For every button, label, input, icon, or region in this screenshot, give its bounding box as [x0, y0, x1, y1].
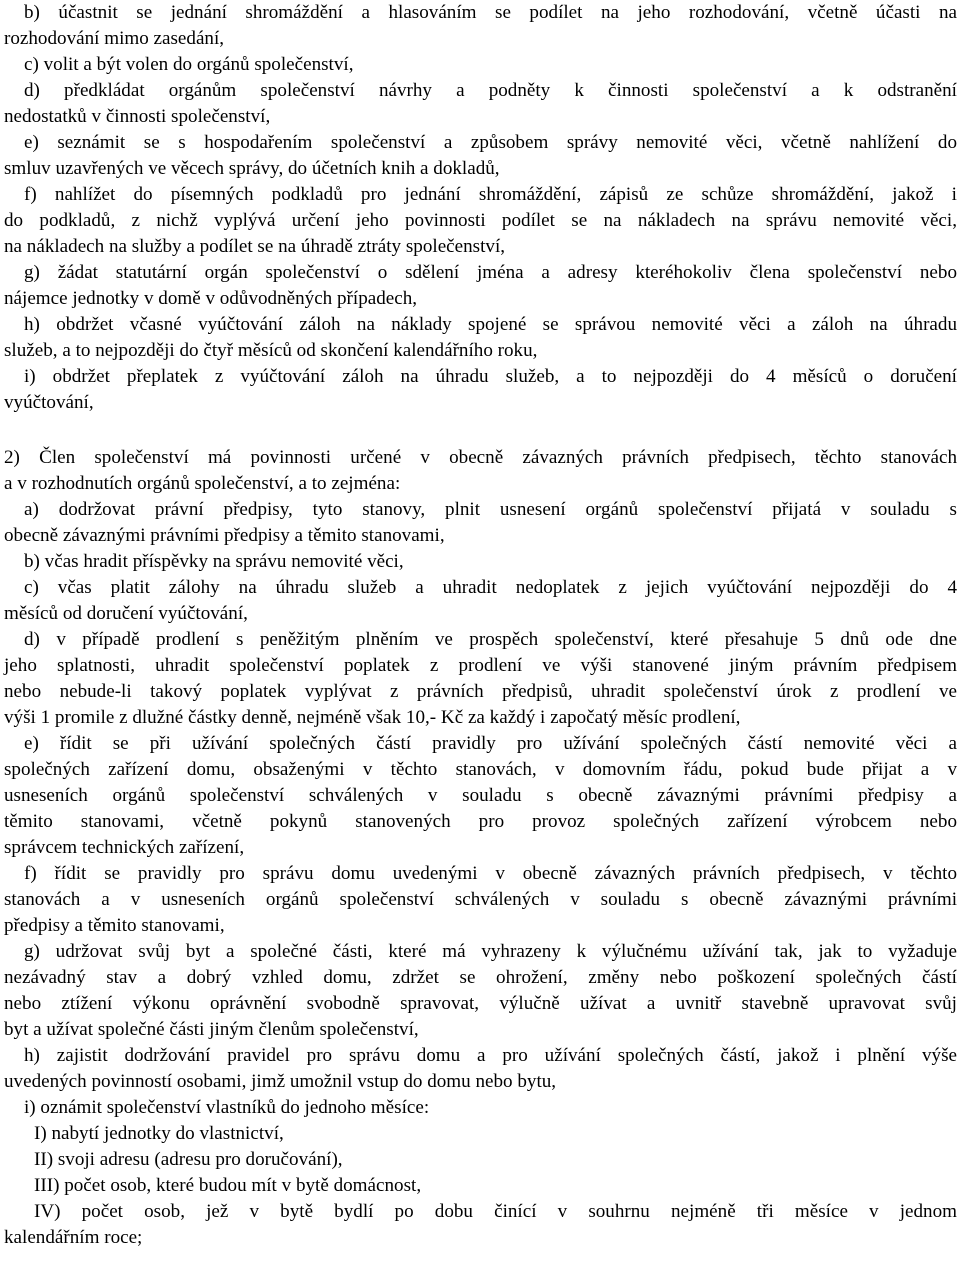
- text-line: nebo ztížení výkonu oprávnění svobodně spravovat, výlučně užívat a uvnitř stavebně upravovat svůj: [4, 993, 957, 1014]
- text-line: e) seznámit se s hospodařením společenství a způsobem správy nemovité věci, včetně nahlížení do: [24, 132, 957, 153]
- text-line: výši 1 promile z dlužné částky denně, nejméně však 10,- Kč za každý i započatý měsíc prodlení,: [4, 707, 741, 728]
- text-line: vyúčtování,: [4, 392, 94, 413]
- text-line: nájemce jednotky v domě v odůvodněných případech,: [4, 288, 418, 309]
- list-item: III) počet osob, které budou mít v bytě domácnost,: [34, 1175, 422, 1196]
- text-line: stanovách a v usneseních orgánů společenství schválených v souladu s obecně závaznými právními: [4, 889, 957, 910]
- text-line: h) zajistit dodržování pravidel pro správu domu a pro užívání společných částí, jakož i plnění výše: [24, 1045, 957, 1066]
- text-line: f) nahlížet do písemných podkladů pro jednání shromáždění, zápisů ze schůze shromáždění, jakož i: [24, 184, 957, 205]
- text-line: f) řídit se pravidly pro správu domu uvedenými v obecně závazných právních předpisech, v těchto: [24, 863, 957, 884]
- text-line: i) oznámit společenství vlastníků do jednoho měsíce:: [24, 1097, 430, 1118]
- text-line: a) dodržovat právní předpisy, tyto stanovy, plnit usnesení orgánů společenství přijatá v souladu s: [24, 499, 957, 520]
- text-line: rozhodování mimo zasedání,: [4, 28, 225, 49]
- section-heading-line: 2) Člen společenství má povinnosti určené v obecně závazných právních předpisech, těchto stanovách: [4, 447, 957, 468]
- list-item: II) svoji adresu (adresu pro doručování),: [34, 1149, 343, 1170]
- text-line: služeb, a to nejpozději do čtyř měsíců od skončení kalendářního roku,: [4, 340, 538, 361]
- text-line: správcem technických zařízení,: [4, 837, 245, 858]
- text-line: předpisy a těmito stanovami,: [4, 915, 225, 936]
- text-line: d) předkládat orgánům společenství návrhy a podněty k činnosti společenství a k odstranění: [24, 80, 957, 101]
- text-line: na nákladech na služby a podílet se na úhradě ztráty společenství,: [4, 236, 506, 257]
- text-line: b) účastnit se jednání shromáždění a hlasováním se podílet na jeho rozhodování, včetně účasti na: [24, 2, 957, 23]
- text-line: h) obdržet včasné vyúčtování záloh na náklady spojené se správou nemovité věci a záloh na úhradu: [24, 314, 957, 335]
- text-line: těmito stanovami, včetně pokynů stanovených pro provoz společných zařízení výrobcem nebo: [4, 811, 957, 832]
- text-line: jeho splatnosti, uhradit společenství poplatek z prodlení ve výši stanovené jiným právním předpisem: [4, 655, 957, 676]
- text-line: c) volit a být volen do orgánů společenství,: [24, 54, 354, 75]
- list-item: I) nabytí jednotky do vlastnictví,: [34, 1123, 284, 1144]
- text-line: e) řídit se při užívání společných částí pravidly pro užívání společných částí nemovité věci a: [24, 733, 957, 754]
- text-line: usneseních orgánů společenství schválených v souladu s obecně závaznými právními předpisy a: [4, 785, 957, 806]
- text-line: byt a užívat společné části jiným členům společenství,: [4, 1019, 419, 1040]
- text-line: nedostatků v činnosti společenství,: [4, 106, 271, 127]
- text-line: d) v případě prodlení s peněžitým plněním ve prospěch společenství, které přesahuje 5 dnů ode dne: [24, 629, 957, 650]
- text-line: obecně závaznými právními předpisy a těmito stanovami,: [4, 525, 445, 546]
- text-line: b) včas hradit příspěvky na správu nemovité věci,: [24, 551, 404, 572]
- text-line: g) žádat statutární orgán společenství o sdělení jména a adresy kteréhokoliv člena společenství nebo: [24, 262, 957, 283]
- text-line: nebo nebude-li takový poplatek vyplývat z právních předpisů, uhradit společenství úrok z prodlení ve: [4, 681, 957, 702]
- text-line: uvedených povinností osobami, jimž umožnil vstup do domu nebo bytu,: [4, 1071, 557, 1092]
- text-line: do podkladů, z nichž vyplývá určení jeho povinnosti podílet se na nákladech na správu nemovité věci,: [4, 210, 957, 231]
- text-line: kalendářním roce;: [4, 1227, 143, 1248]
- text-line: a v rozhodnutích orgánů společenství, a to zejména:: [4, 473, 401, 494]
- text-line: i) obdržet přeplatek z vyúčtování záloh na úhradu služeb, a to nejpozději do 4 měsíců o doručení: [24, 366, 957, 387]
- list-item: IV) počet osob, jež v bytě bydlí po dobu činící v souhrnu nejméně tři měsíce v jednom: [34, 1201, 957, 1222]
- text-line: společných zařízení domu, obsaženými v těchto stanovách, v domovním řádu, pokud bude přijat a v: [4, 759, 957, 780]
- text-line: nezávadný stav a dobrý vzhled domu, zdržet se ohrožení, změny nebo poškození společných částí: [4, 967, 957, 988]
- text-line: smluv uzavřených ve věcech správy, do účetních knih a dokladů,: [4, 158, 500, 179]
- text-line: měsíců od doručení vyúčtování,: [4, 603, 248, 624]
- text-line: c) včas platit zálohy na úhradu služeb a uhradit nedoplatek z jejich vyúčtování nejpozději do 4: [24, 577, 957, 598]
- text-line: g) udržovat svůj byt a společné části, které má vyhrazeny k výlučnému užívání tak, jak to vyžaduje: [24, 941, 957, 962]
